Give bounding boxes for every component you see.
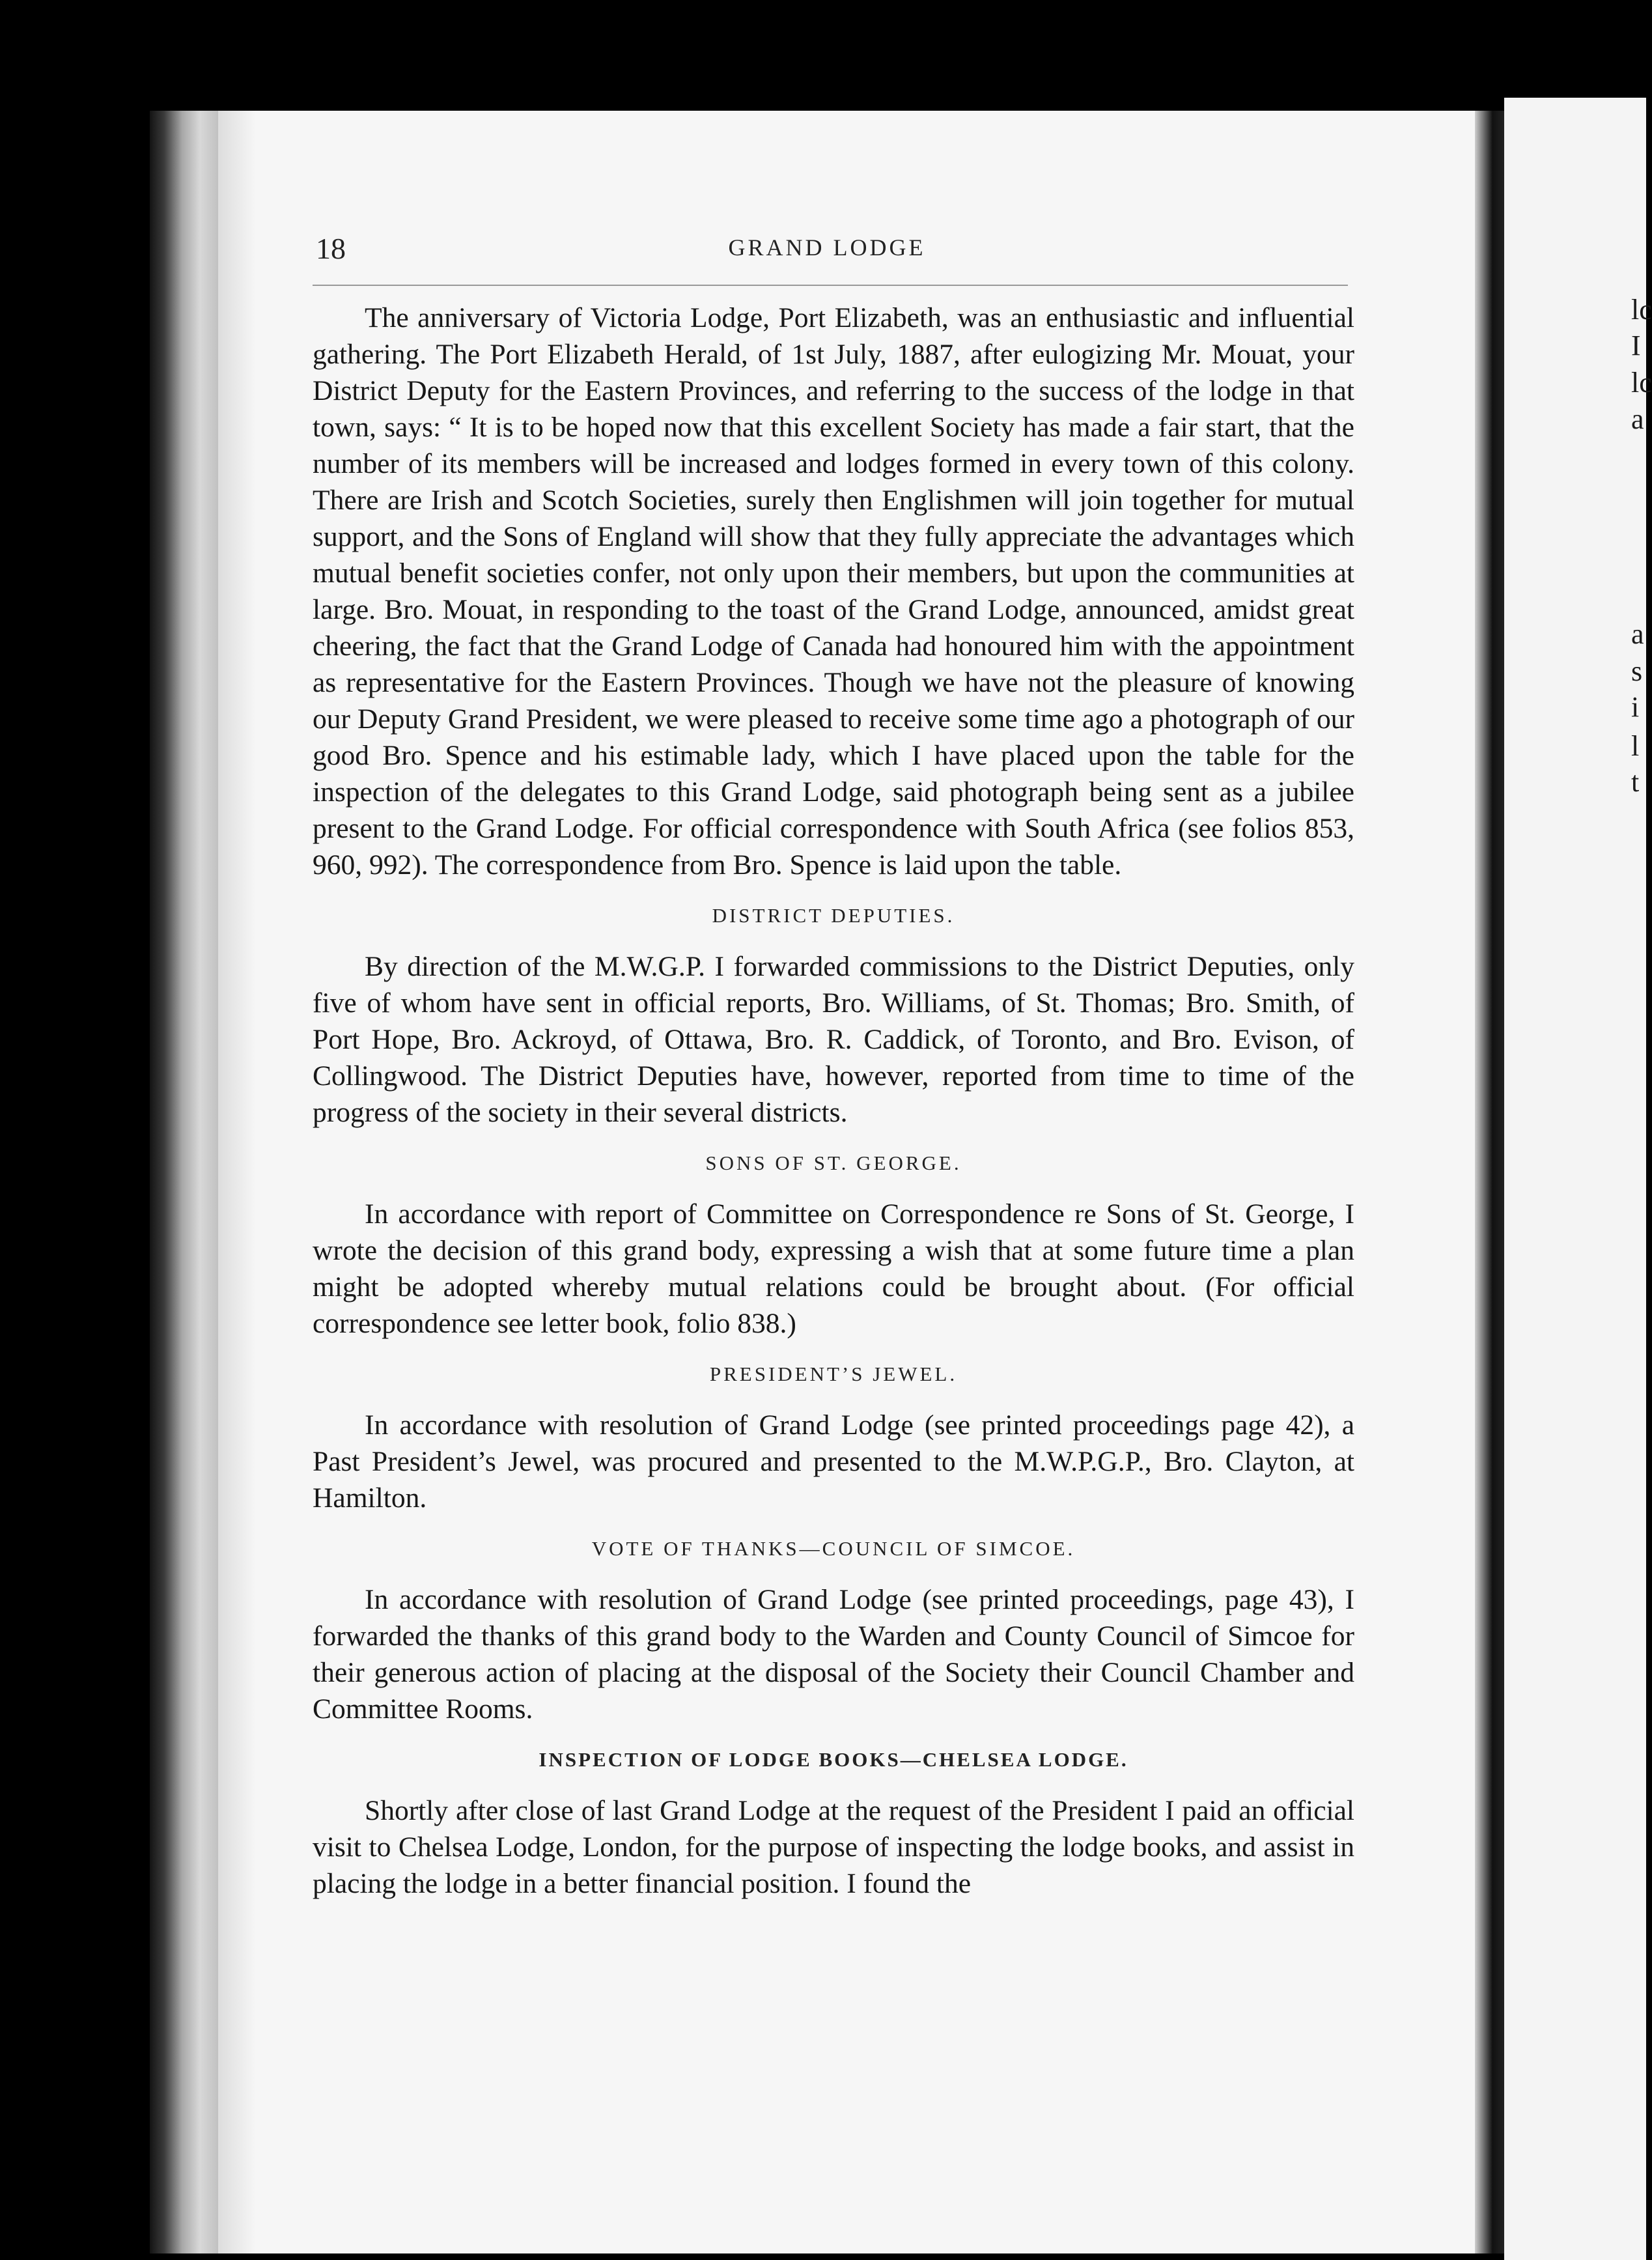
paragraph-vote-of-thanks: In accordance with resolution of Grand Lodge (see printed proceedings, page 43), I forwarded the thanks of this grand body to the Warden and County Council of Simcoe for their generous action of placing at the disposal of the Society their Council Chamber and Committee Rooms. (313, 1584, 1354, 1725)
heading-vote-of-thanks: VOTE OF THANKS—COUNCIL OF SIMCOE. (591, 1537, 1076, 1560)
heading-inspection-of-lodge-books: INSPECTION OF LODGE BOOKS—CHELSEA LODGE. (539, 1748, 1128, 1771)
facing-page-fragment: lc (1631, 294, 1652, 326)
facing-page-fragment: lc (1631, 367, 1652, 399)
header-rule (313, 285, 1348, 286)
facing-page-fragment: a (1631, 618, 1644, 650)
facing-page-fragment: t (1631, 766, 1640, 798)
facing-page-fragment: s (1631, 655, 1643, 687)
facing-page-fragment: i (1631, 691, 1640, 723)
running-title: GRAND LODGE (728, 234, 926, 261)
heading-presidents-jewel: PRESIDENT’S JEWEL. (709, 1363, 958, 1385)
page-header (306, 231, 1348, 270)
heading-district-deputies: DISTRICT DEPUTIES. (712, 904, 955, 927)
book-edge (150, 111, 221, 2253)
paragraph-inspection-of-lodge-books: Shortly after close of last Grand Lodge at the request of the President I paid an official visit to Chelsea Lodge, London, for the purpose of inspecting the lodge books, and assist in placing the lodge in a better financial position. I found the (313, 1795, 1354, 1899)
paragraph-sons-of-st-george: In accordance with report of Committee on Correspondence re Sons of St. George, I wrote the decision of this grand body, expressing a wish that at some future time a plan might be adopted whereby mutual relations could be brought about. (For official correspondence see letter book, folio 838.) (313, 1198, 1354, 1339)
heading-sons-of-st-george: SONS OF ST. GEORGE. (705, 1151, 962, 1174)
paragraph-victoria-lodge: The anniversary of Victoria Lodge, Port Elizabeth, was an enthusiastic and influential gathering. The Port Elizabeth Herald, of 1st July, 1887, after eulogizing Mr. Mouat, your District Deputy for the Eastern Provinces, and referring to the success of the lodge in that town, says: “ It is to be hoped now that this excellent Society has made a fair start, that the number of its members will be increased and lodges formed in every town of this colony. There are Irish and Scotch Societies, surely then Englishmen will join together for mutual support, and the Sons of England will show that they fully appreciate the advantages which mutual benefit societies confer, not only upon their members, but upon the communities at large. Bro. Mouat, in responding to the toast of the Grand Lodge, announced, amidst great cheering, the fact that the Grand Lodge of Canada had honoured him with the appointment as representative for the Eastern Provinces. Though we have not the pleasure of knowing our Deputy Grand President, we were pleased to receive some time ago a photograph of our good Bro. Spence and his estimable lady, which I have placed upon the table for the inspection of the delegates to this Grand Lodge, said photograph being sent as a jubilee present to the Grand Lodge. For official correspondence with South Africa (see folios 853, 960, 992). The correspondence from Bro. Spence is laid upon the table. (313, 302, 1354, 881)
page-body (313, 300, 1354, 1902)
book-gutter (1475, 111, 1504, 2253)
paragraph-district-deputies: By direction of the M.W.G.P. I forwarded commissions to the District Deputies, only five of whom have sent in official reports, Bro. Williams, of St. Thomas; Bro. Smith, of Port Hope, Bro. Ackroyd, of Ottawa, Bro. R. Caddick, of Toronto, and Bro. Evison, of Collingwood. The District Deputies have, however, reported from time to time of the progress of the society in their several districts. (313, 951, 1354, 1128)
page-number: 18 (316, 232, 346, 265)
facing-page-fragment: a (1631, 403, 1644, 435)
paragraph-presidents-jewel: In accordance with resolution of Grand Lodge (see printed proceedings page 42), a Past President’s Jewel, was procured and presented to the M.W.P.G.P., Bro. Clayton, at Hamilton. (313, 1409, 1354, 1514)
facing-page-fragment: l (1631, 730, 1640, 762)
facing-page (1504, 98, 1646, 2260)
facing-page-fragment: I (1631, 330, 1641, 361)
